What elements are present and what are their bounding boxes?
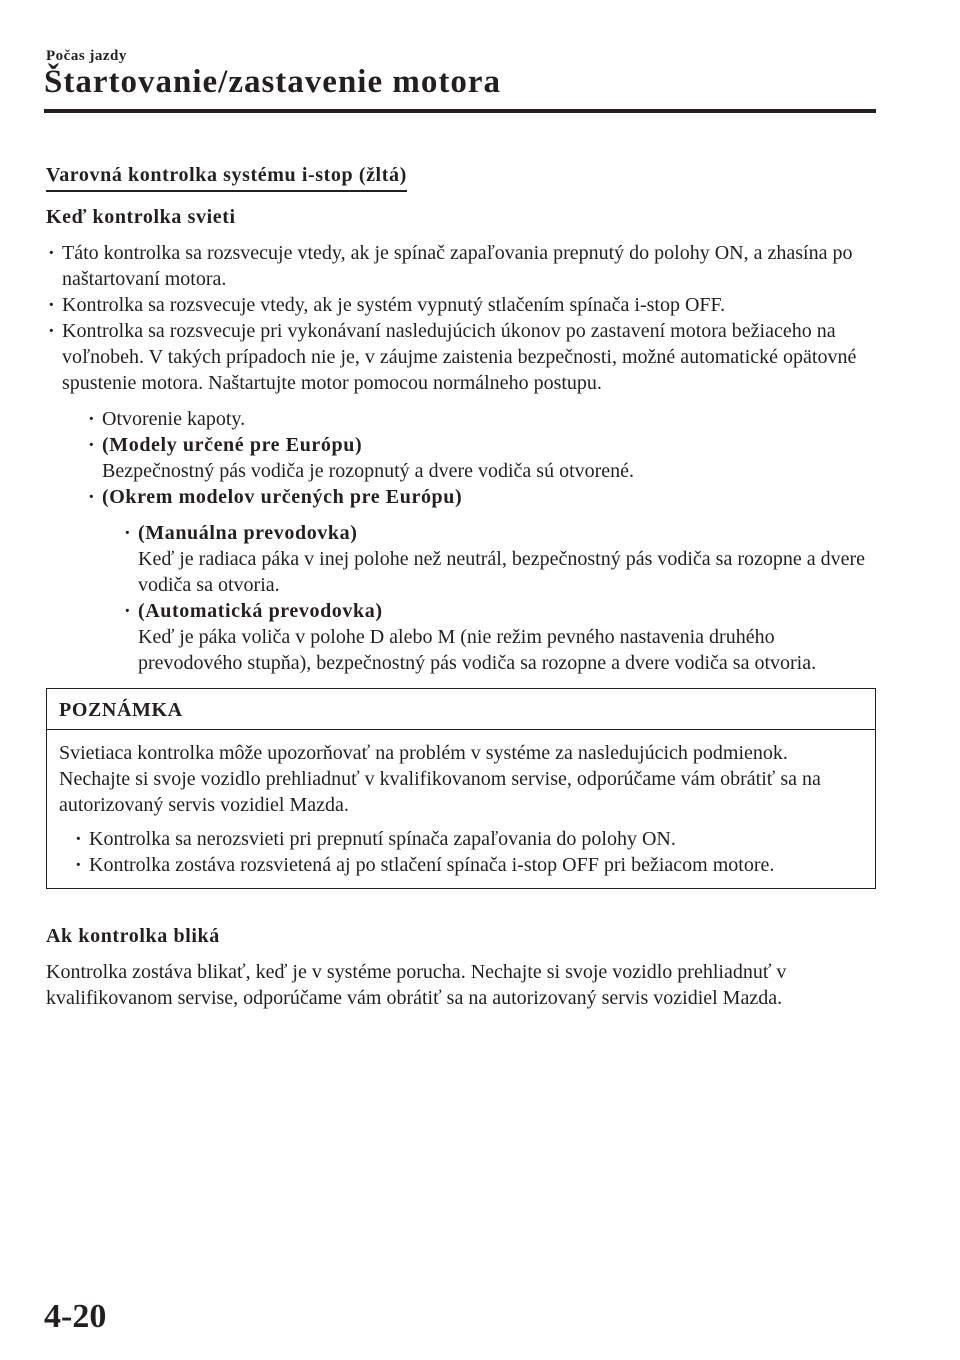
list-item: · Kontrolka sa rozsvecuje vtedy, ak je systém vypnutý stlačením spínača i-stop OFF.	[46, 292, 876, 318]
list-item	[122, 520, 876, 598]
note-body	[47, 730, 875, 888]
europe-text: Bezpečnostný pás vodiča je rozopnutý a dvere vodiča sú otvorené.	[102, 460, 635, 482]
when-blinking-text: Kontrolka zostáva blikať, keď je v systéme porucha. Nechajte si svoje vozidlo prehliadnuť v kvalifikovanom servise, odporúčame vám obrátiť sa na autorizovaný servis vozidiel Mazda.	[46, 961, 787, 1009]
list-item	[46, 318, 876, 676]
when-on-heading: Keď kontrolka svieti	[46, 206, 236, 228]
list-item: · Kontrolka sa nerozsvieti pri prepnutí spínača zapaľovania do polohy ON.	[73, 826, 863, 852]
automatic-text: Keď je páka voliča v polohe D alebo M (nie režim pevného nastavenia druhého prevodového stupňa), bezpečnostný pás vodiča sa rozopne a dvere vodiča sa otvoria.	[138, 626, 817, 674]
title-rule	[44, 109, 876, 113]
manual-text: Keď je radiaca páka v inej polohe než neutrál, bezpečnostný pás vodiča sa rozopne a dvere vodiča sa otvoria.	[138, 548, 866, 596]
note-list	[73, 826, 863, 878]
automatic-label: · (Automatická prevodovka)	[138, 600, 383, 622]
content	[46, 162, 876, 1011]
page-title: Štartovanie/zastavenie motora	[44, 64, 501, 100]
note-text: Svietiaca kontrolka môže upozorňovať na problém v systéme za nasledujúcich podmienok. Nechajte si svoje vozidlo prehliadnuť v kvalifikovanom servise, odporúčame vám obrátiť sa na autorizovaný servis vozidiel Mazda.	[59, 742, 821, 816]
when-on-list	[46, 240, 876, 676]
list-item	[86, 432, 876, 484]
note-title: POZNÁMKA	[47, 689, 875, 730]
list-item	[122, 598, 876, 676]
section-label: Počas jazdy	[46, 48, 127, 64]
warning-light-heading: Varovná kontrolka systému i-stop (žltá)	[46, 162, 407, 192]
when-blinking-heading: Ak kontrolka bliká	[46, 925, 220, 947]
europe-label: · (Modely určené pre Európu)	[102, 434, 363, 456]
page-number: 4-20	[44, 1298, 107, 1335]
conditions-list	[86, 406, 876, 676]
list-item-text: Kontrolka sa rozsvecuje pri vykonávaní nasledujúcich úkonov po zastavení motora bežiaceho na voľnobeh. V takých prípadoch nie je, v záujme zaistenia bezpečnosti, možné automatické opätovné spustenie motora. Naštartujte motor pomocou normálneho postupu.	[62, 320, 857, 394]
non-europe-label: · (Okrem modelov určených pre Európu)	[102, 486, 463, 508]
list-item: · Táto kontrolka sa rozsvecuje vtedy, ak je spínač zapaľovania prepnutý do polohy ON, a zhasína po naštartovaní motora.	[46, 240, 876, 292]
transmission-list	[122, 520, 876, 676]
note-box	[46, 688, 876, 889]
list-item: · Kontrolka zostáva rozsvietená aj po stlačení spínača i-stop OFF pri bežiacom motore.	[73, 852, 863, 878]
manual-label: · (Manuálna prevodovka)	[138, 522, 358, 544]
list-item	[86, 484, 876, 676]
list-item: · Otvorenie kapoty.	[86, 406, 876, 432]
